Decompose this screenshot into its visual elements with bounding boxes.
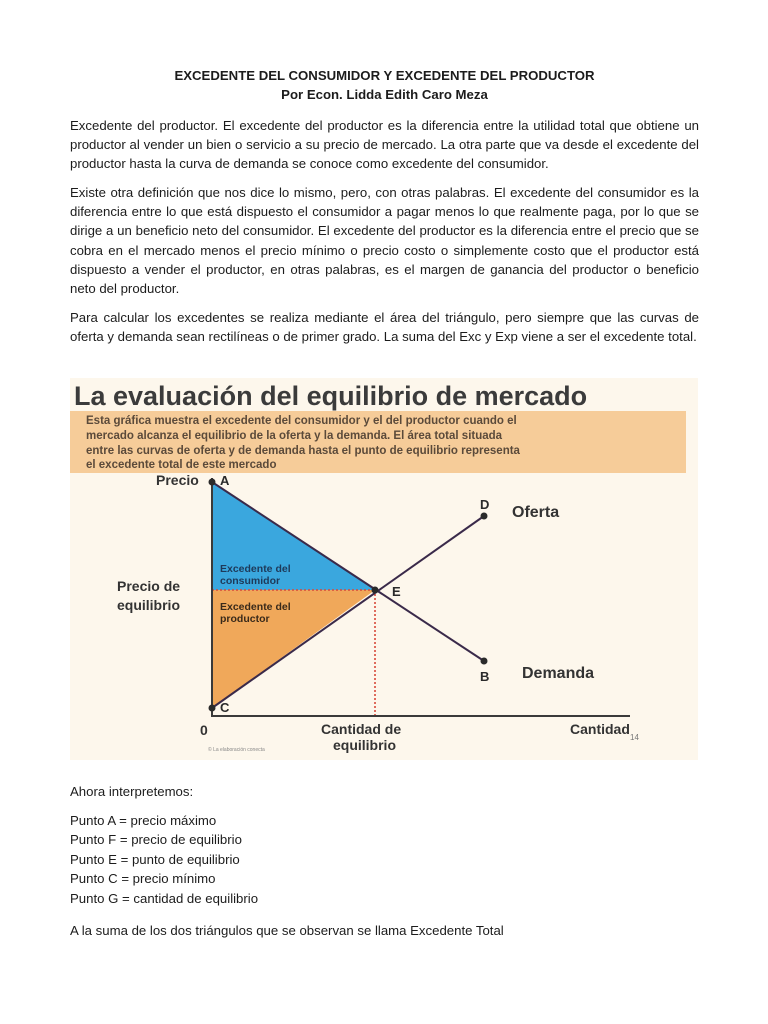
origin-label: 0 [200, 722, 208, 738]
list-item: Punto G = cantidad de equilibrio [70, 890, 259, 906]
page-number: 14 [630, 733, 639, 742]
demand-label: Demanda [522, 665, 595, 682]
caption-line: entre las curvas de oferta y de demanda hasta el punto de equilibrio representa [86, 445, 520, 457]
point-b-marker [481, 658, 488, 665]
point-b-label: B [480, 669, 490, 684]
consumer-surplus-label: Excedente del [220, 563, 291, 575]
document-page [70, 66, 699, 938]
supply-label: Oferta [512, 504, 560, 521]
consumer-surplus-label: consumidor [220, 575, 281, 587]
point-e-marker [372, 587, 379, 594]
point-a-marker [209, 479, 216, 486]
market-equilibrium-figure [70, 378, 698, 760]
document-author: Por Econ. Lidda Edith Caro Meza [281, 87, 488, 102]
figure-heading: La evaluación del equilibrio de mercado [74, 381, 588, 411]
x-axis-label: Cantidad [570, 721, 630, 737]
point-e-label: E [392, 584, 401, 599]
qty-eq-label: equilibrio [333, 737, 396, 753]
producer-surplus-label: Excedente del [220, 601, 291, 613]
caption-line: mercado alcanza el equilibrio de la oferta y la demanda. El área total situada [86, 430, 503, 442]
y-axis-label: Precio [156, 472, 199, 488]
document-title: EXCEDENTE DEL CONSUMIDOR Y EXCEDENTE DEL PRODUCTOR [174, 68, 595, 83]
closing-sentence: A la suma de los dos triángulos que se observan se llama Excedente Total [70, 923, 504, 938]
caption-line: Esta gráfica muestra el excedente del consumidor y el del productor cuando el [86, 415, 517, 427]
paragraph: Excedente del productor. El excedente del productor es la diferencia entre la utilidad total que obtiene un productor al vender un bien o servicio a su precio de mercado. La otra parte que va desde el excedente del productor hasta la curva de demanda se conoce como excedente del consumidor. [70, 118, 699, 172]
figure-footer-note: © La elaboración conecta [208, 747, 265, 753]
list-item: Punto C = precio mínimo [70, 871, 216, 887]
price-eq-label: Precio de [117, 578, 181, 594]
point-a-label: A [220, 473, 230, 488]
producer-surplus-label: productor [220, 613, 270, 625]
list-item: Punto F = precio de equilibrio [70, 832, 242, 848]
paragraph: Para calcular los excedentes se realiza mediante el área del triángulo, pero siempre que las curvas de oferta y demanda sean rectilíneas o de primer grado. La suma del Exc y Exp viene a ser el excedente total. [70, 310, 699, 345]
point-c-marker [209, 705, 216, 712]
point-d-marker [481, 513, 488, 520]
surplus-diagram [70, 378, 698, 760]
point-c-label: C [220, 700, 230, 715]
caption-line: el excedente total de este mercado [86, 459, 277, 471]
list-item: Punto A = precio máximo [70, 813, 217, 828]
list-item: Punto E = punto de equilibrio [70, 851, 240, 867]
points-list [70, 811, 258, 908]
price-eq-label: equilibrio [117, 597, 180, 613]
interpret-heading: Ahora interpretemos: [70, 784, 194, 799]
qty-eq-label: Cantidad de [321, 721, 402, 737]
paragraph: Existe otra definición que nos dice lo mismo, pero, con otras palabras. El excedente del consumidor es la diferencia entre lo que está dispuesto el consumidor a pagar menos lo que realmente paga, por lo que se dirige a un beneficio neto del consumidor. El excedente del productor es la diferencia entre el precio que se cobra en el mercado menos el precio mínimo o precio costo o simplemente costo que el productor está dispuesto a vender el productor, en otras palabras, es el margen de ganancia del productor o beneficio neto del productor. [70, 185, 699, 297]
point-d-label: D [480, 497, 490, 512]
